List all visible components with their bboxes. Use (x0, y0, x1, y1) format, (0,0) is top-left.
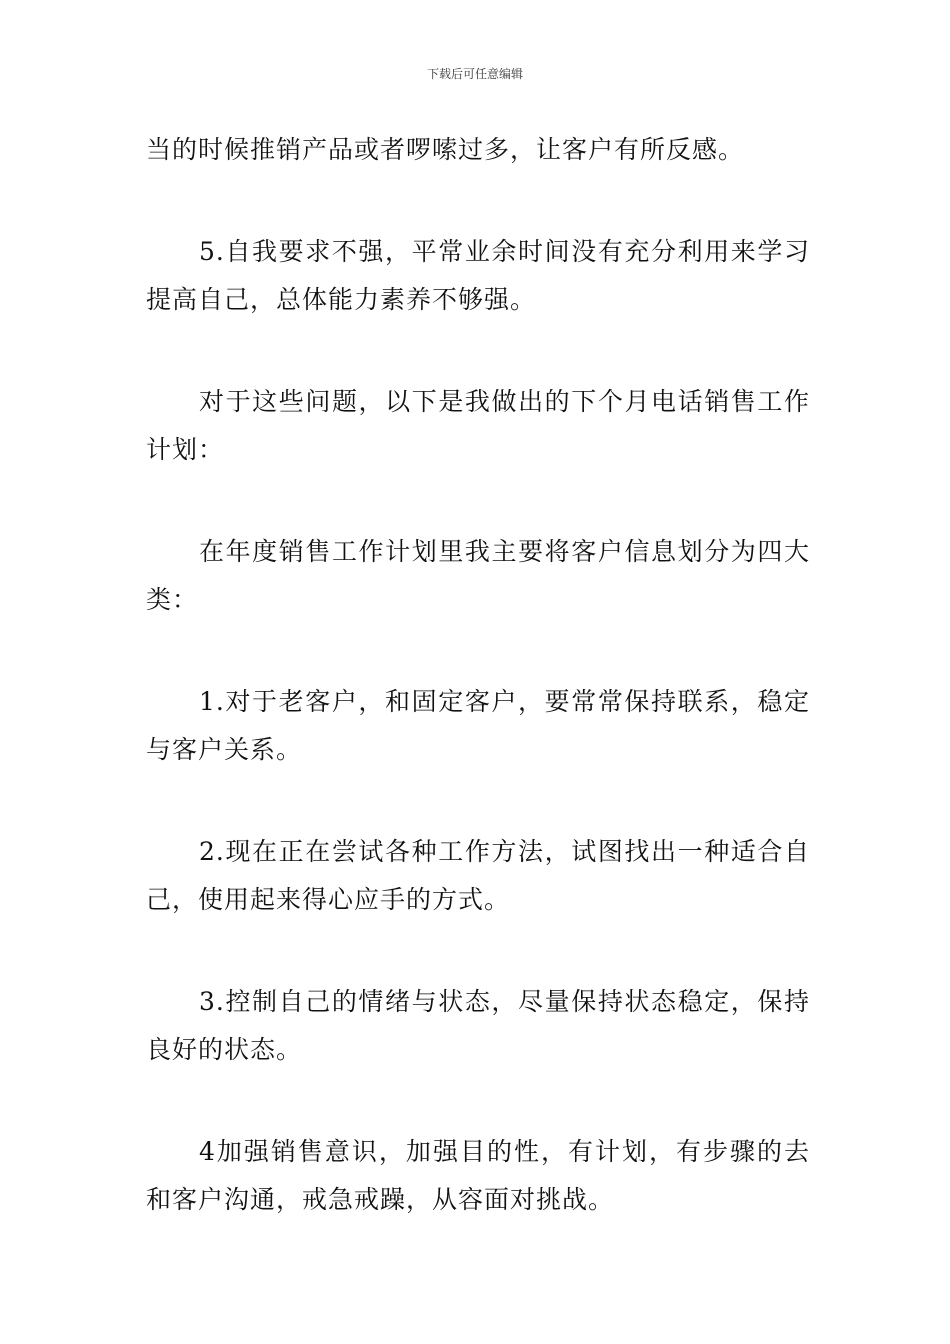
paragraph-client-categories: 在年度销售工作计划里我主要将客户信息划分为四大类： (146, 537, 810, 614)
paragraph-plan-intro: 对于这些问题，以下是我做出的下个月电话销售工作计划： (146, 387, 810, 464)
document-body (146, 126, 810, 1224)
paragraph-continuation: 当的时候推销产品或者啰嗦过多，让客户有所反感。 (146, 135, 745, 164)
page-header: 下载后可任意编辑 (426, 67, 523, 81)
paragraph-plan-item-2: 2.现在正在尝试各种工作方法，试图找出一种适合自己，使用起来得心应手的方式。 (146, 837, 810, 914)
paragraph-item-5: 5.自我要求不强，平常业余时间没有充分利用来学习提高自己，总体能力素养不够强。 (146, 237, 810, 314)
paragraph-plan-item-4: 4加强销售意识，加强目的性，有计划，有步骤的去和客户沟通，戒急戒躁，从容面对挑战。 (146, 1137, 810, 1214)
paragraph-plan-item-3: 3.控制自己的情绪与状态，尽量保持状态稳定，保持良好的状态。 (146, 987, 810, 1064)
paragraph-plan-item-1: 1.对于老客户，和固定客户，要常常保持联系，稳定与客户关系。 (146, 687, 810, 764)
